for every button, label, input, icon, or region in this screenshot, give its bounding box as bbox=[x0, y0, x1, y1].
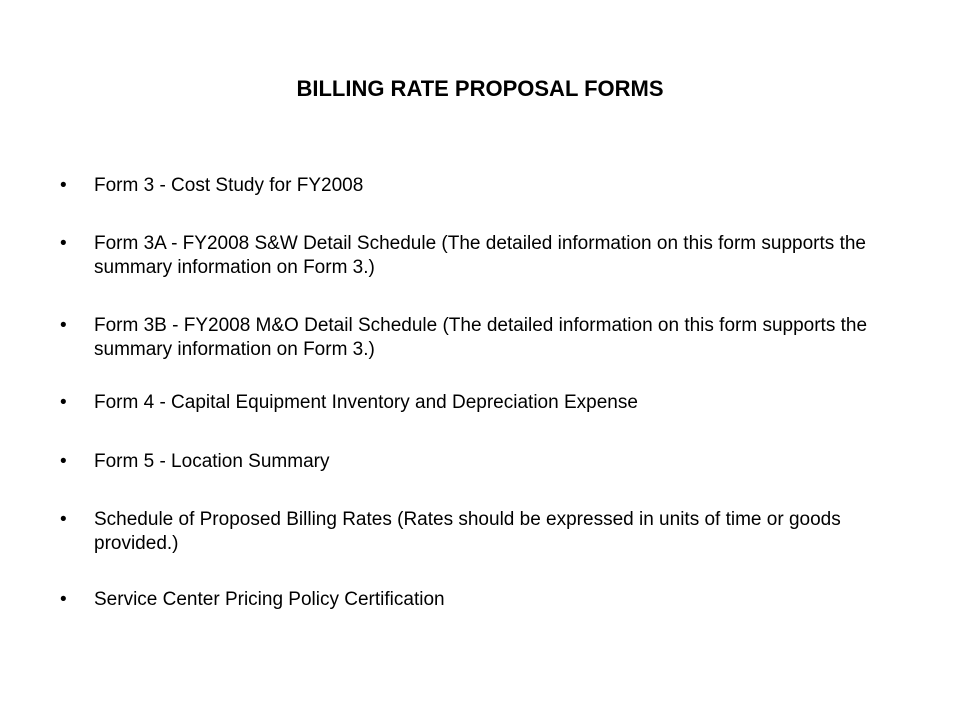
bullet-text: Schedule of Proposed Billing Rates (Rates should be expressed in units of time or goods provided.) bbox=[94, 509, 841, 554]
bullet-text: Form 3 - Cost Study for FY2008 bbox=[94, 175, 364, 196]
bullet-dot-icon: • bbox=[60, 315, 67, 336]
bullet-text: Form 5 - Location Summary bbox=[94, 451, 330, 472]
bullet-dot-icon: • bbox=[60, 509, 67, 530]
bullet-dot-icon: • bbox=[60, 392, 67, 413]
bullet-dot-icon: • bbox=[60, 233, 67, 254]
bullet-text: Service Center Pricing Policy Certification bbox=[94, 589, 445, 610]
bullet-text: Form 4 - Capital Equipment Inventory and Depreciation Expense bbox=[94, 392, 638, 413]
bullet-text: Form 3B - FY2008 M&O Detail Schedule (The detailed information on this form supports the summary information on Form 3.) bbox=[94, 315, 868, 360]
bullet-dot-icon: • bbox=[60, 451, 67, 472]
bullet-dot-icon: • bbox=[60, 589, 67, 610]
bullet-dot-icon: • bbox=[60, 175, 67, 196]
slide-title: BILLING RATE PROPOSAL FORMS bbox=[296, 76, 664, 101]
bullet-text: Form 3A - FY2008 S&W Detail Schedule (The detailed information on this form supports the summary information on Form 3.) bbox=[94, 233, 866, 278]
